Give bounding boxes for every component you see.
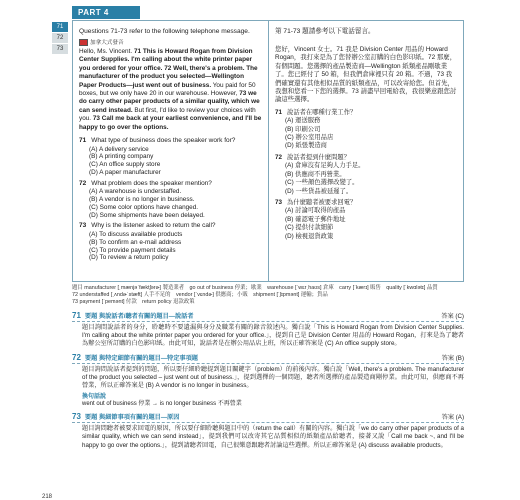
question-text: 為什麼聽者被要求回電？ — [287, 198, 357, 206]
correct-answer: 答案 (A) — [441, 414, 464, 422]
zh-question-header: 第 71-73 題請參考以下電話留言。 — [275, 28, 375, 35]
question-number: 71 — [79, 137, 87, 145]
question-number: 73 — [79, 222, 87, 230]
transcript-segment: 71 This is Howard Rogan from Division Center Supplies. I'm calling about the white printer paper you ordered for your office. 72 Well, there's a problem. The manufacturer of the product you selected—Wellington Paper Products—just went out of business. — [79, 48, 258, 89]
side-number: 71 — [52, 22, 68, 32]
part-tab: PART 4 — [72, 6, 140, 19]
answer-option: (C) An office supply store — [89, 161, 161, 169]
answer-block-73 — [72, 412, 464, 450]
answer-question-number: 72 — [72, 352, 81, 362]
chinese-column — [269, 21, 463, 281]
answer-block-71 — [72, 311, 464, 349]
answer-explanations — [72, 311, 464, 454]
answer-option: (B) A vendor is no longer in business. — [89, 196, 195, 204]
vocab-line: 題目 manufacturer [ˌmænjəˈfæktʃərɚ] 製造業者 go out of business 停業；歇業 warehouse [ˈwɛrˌhaʊs] 倉庫 carry [ˈkærɪ] 販售 quality [ˈkwɑlətɪ] 品質 — [72, 285, 438, 291]
english-column — [73, 21, 269, 281]
question-type: 要題 與細節事項有關的題目—原因 — [84, 414, 180, 422]
answer-question-number: 71 — [72, 311, 81, 320]
vocab-line: 73 payment [ˈpemənt] 付款 return policy 退款政策 — [72, 299, 195, 306]
paraphrase-text: went out of business 停業 → is no longer business 不再營業 — [82, 401, 242, 408]
answer-option: (D) To review a return policy — [89, 254, 169, 262]
canada-flag-icon — [79, 39, 88, 46]
answer-option: (B) To confirm an e-mail address — [89, 238, 182, 246]
zh-question-72 — [275, 154, 457, 196]
answer-option: (C) Some color options have changed. — [89, 203, 199, 211]
question-number: 71 — [275, 108, 283, 116]
correct-answer: 答案 (B) — [441, 354, 464, 362]
accent-label — [79, 38, 262, 46]
question-text: Why is the listener asked to return the call? — [91, 222, 216, 230]
explanation-text: 題目詢問聽者被要求回電的原因，所以要仔細聆聽與題目中的（return the call）有關的內容。獨白說「we do carry other paper products of a similar quality, which we can send instead」，提到我們可以改寄其它品質相似的紙類產品給聽者，接著又說「Call me back ~, and I'll be happy to go over the options.」，提到請聽者回電，自己很樂意跟聽者討論這些選擇。所以正確答案是 (A) discuss available products。 — [82, 425, 464, 449]
side-number: 72 — [52, 33, 68, 43]
question-number: 73 — [275, 198, 283, 206]
question-text: 說話者在哪種行業工作？ — [287, 108, 357, 116]
answer-option: (D) A paper manufacturer — [89, 168, 161, 176]
question-71 — [79, 137, 262, 177]
page-number: 218 — [42, 494, 53, 500]
answer-option: (B) 印刷公司 — [285, 125, 321, 133]
answer-option: (B) A printing company — [89, 153, 154, 161]
question-type: 要題 與說話者/聽者有關的題目—說話者 — [84, 313, 194, 320]
side-question-index — [52, 22, 68, 55]
side-number: 73 — [52, 44, 68, 54]
question-text: What type of business does the speaker work for? — [91, 137, 236, 145]
zh-transcript: 您好，Vincent 女士。71 我是 Division Center 用品的 Howard Rogan，我打來是為了您替辦公室訂購的白色影印紙。72 那麼，有個問題。您選擇的產品製造商—Wellington 紙類產品剛歇業了。您已經付了 50 箱，但我們倉庫裡只有 20 箱。不過，73 我們確實還有其他相似品質的紙類產品，可以改寄給您。但首先，我想和您看一下您的選擇。73 請盡早回電給我，我很樂意跟您討論這些選擇。 — [275, 46, 457, 104]
question-number: 72 — [275, 153, 283, 161]
explanation-text: 題目詢問說話者提到的問題，所以要仔細聆聽提到題目關鍵字（problem）的前後內容。獨白說「Well, there's a problem. The manufacturer of the product you selected – just went out of business.」，提到選擇的一個問題，聽者所選擇的產品製造商剛停業。由此可知，供應商不再營業，所以正確答案是 (B) A vendor is no longer in business。 — [82, 365, 464, 390]
vocab-line: 72 understaffed [ˌʌndɚˈstæft] 人手不足的 vendor [ˈvɛndɚ] 供應商；小販 shipment [ˈʃɪpmənt] 運輸；貨品 — [72, 292, 328, 299]
answer-option: (A) A delivery service — [89, 145, 149, 153]
answer-option: (D) 紙張製造商 — [285, 142, 327, 150]
answer-option: (A) To discuss available products — [89, 230, 183, 238]
answer-option: (A) 討論可取得的產品 — [285, 207, 346, 215]
answer-option: (D) 一些貨品被延遲了。 — [285, 187, 353, 195]
answer-option: (C) 提供付款細節 — [285, 224, 334, 232]
answer-option: (A) A warehouse is understaffed. — [89, 188, 182, 196]
zh-question-71 — [275, 109, 457, 151]
document-page — [42, 6, 464, 500]
answer-option: (C) To provide payment details — [89, 246, 176, 254]
question-type: 要題 與特定細節有關的題目—特定事項題 — [84, 354, 198, 362]
answer-option: (A) 倉庫沒有足夠人力手足。 — [285, 162, 365, 170]
correct-answer: 答案 (C) — [441, 313, 464, 320]
transcript-segment: You paid for 50 boxes, but we only have 20 in our warehouse. However, — [79, 81, 256, 98]
question-text: 說話者提到什麼問題？ — [287, 153, 350, 161]
transcript-segment: Hello, Ms. Vincent. — [79, 48, 134, 55]
transcript-segment: But first, I'd like to review your choices with you. — [79, 106, 256, 123]
answer-option: (D) Some shipments have been delayed. — [89, 211, 205, 219]
answer-option: (D) 檢視退貨政策 — [285, 232, 334, 240]
answer-option: (A) 運送服務 — [285, 117, 321, 125]
paraphrase-label: 換句話說 — [82, 394, 107, 401]
question-number: 72 — [79, 179, 87, 187]
transcript-segment: 73 Call me back at your earliest convenience, and I'll be happy to go over the options. — [79, 115, 262, 131]
accent-text: 加拿大式發音 — [90, 40, 124, 46]
vocabulary-list — [72, 285, 464, 307]
transcript-segment: 73 we do carry other paper products of a similar quality, which we can send instead. — [79, 90, 260, 114]
question-73 — [79, 222, 262, 262]
question-72 — [79, 180, 262, 220]
answer-option: (C) 一些顏色選擇改變了。 — [285, 179, 359, 187]
zh-question-73 — [275, 199, 457, 241]
answer-option: (B) 供應商不再營業。 — [285, 170, 346, 178]
question-text: What problem does the speaker mention? — [91, 179, 212, 187]
answer-option: (B) 確認電子郵件地址 — [285, 215, 346, 223]
answer-question-number: 73 — [72, 412, 81, 422]
question-box — [72, 20, 464, 282]
answer-option: (C) 辦公室用品店 — [285, 134, 334, 142]
explanation-text: 題目詢問說話者的身分，聆聽時不要遺漏與身分及職業有關的錄音敘述內。獨白說「This is Howard Rogan from Division Center Supplies. I'm calling about the white printer paper you ordered for your office.」，提到自己是 Division Center 用品的 Howard Rogan，打來是為了聽者為辦公室所訂購的白色影印紙。由此可知，說話者是在辦公用品店上班，所以正確答案是 (C) An office supply store。 — [82, 324, 464, 348]
question-header: Questions 71-73 refer to the following telephone message. — [79, 28, 250, 35]
answer-block-72 — [72, 353, 464, 409]
transcript — [79, 48, 262, 132]
